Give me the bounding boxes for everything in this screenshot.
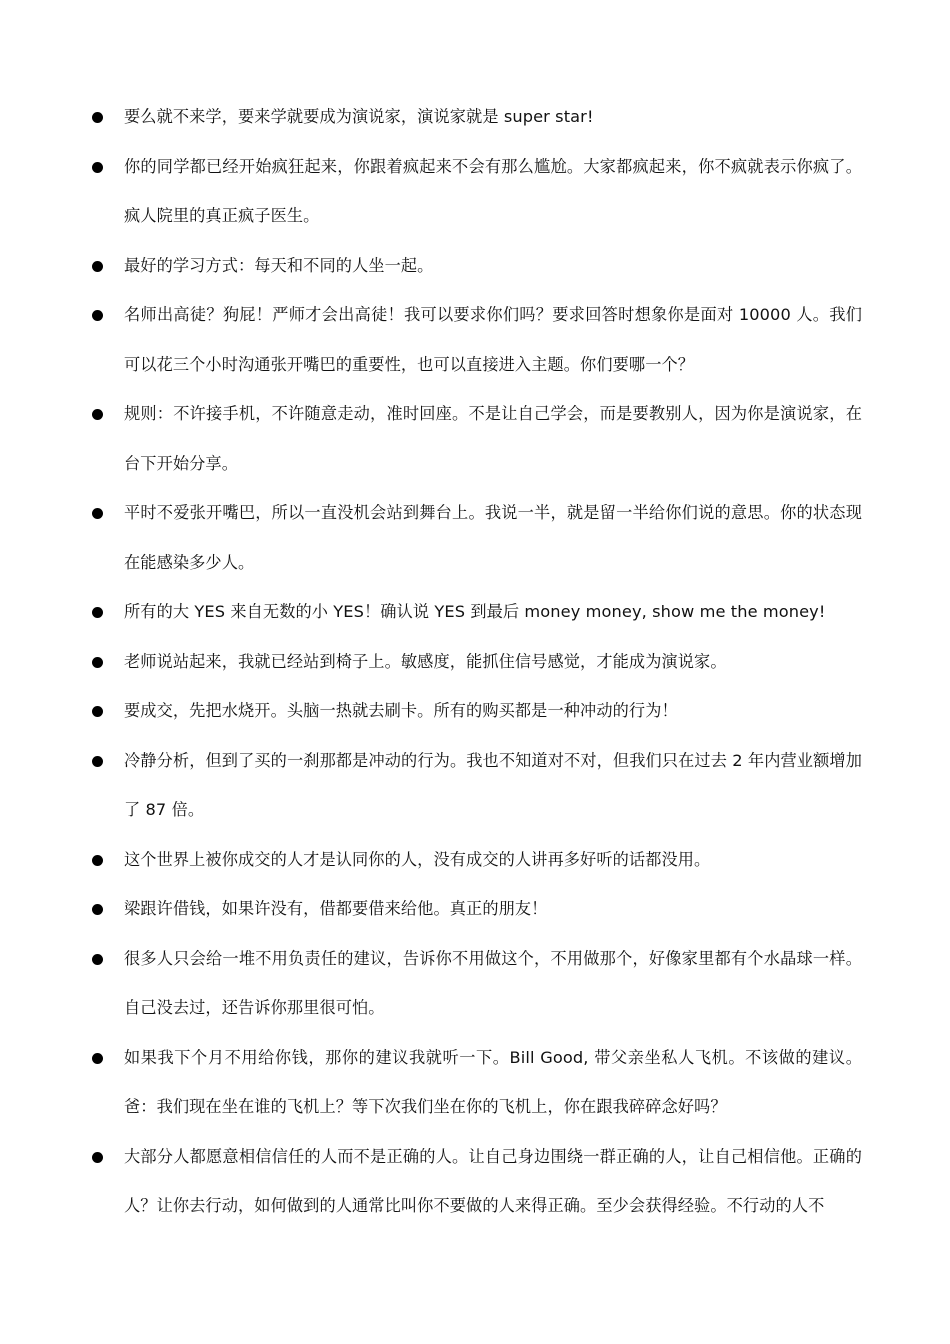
bullet-list xyxy=(0,92,950,1231)
list-item-text: 要么就不来学，要来学就要成为演说家，演说家就是 super star! xyxy=(124,107,594,126)
list-item-text: 老师说站起来，我就已经站到椅子上。敏感度，能抓住信号感觉，才能成为演说家。 xyxy=(124,651,727,671)
bullet-dot-icon xyxy=(92,954,103,965)
bullet-dot-icon xyxy=(92,756,103,767)
list-item-text: 所有的大 YES 来自无数的小 YES！确认说 YES 到最后 money money, show me the money! xyxy=(124,602,826,621)
bullet-dot-icon xyxy=(92,1152,103,1163)
list-item-text: 你的同学都已经开始疯狂起来，你跟着疯起来不会有那么尴尬。大家都疯起来，你不疯就表示你疯了。疯人院里的真正疯子医生。 xyxy=(124,156,862,225)
list-item xyxy=(0,884,950,934)
bullet-dot-icon xyxy=(92,508,103,519)
list-item-text: 平时不爱张开嘴巴，所以一直没机会站到舞台上。我说一半，就是留一半给你们说的意思。你的状态现在能感染多少人。 xyxy=(124,503,862,572)
list-item-text: 大部分人都愿意相信信任的人而不是正确的人。让自己身边围绕一群正确的人，让自己相信他。正确的人？让你去行动，如何做到的人通常比叫你不要做的人来得正确。至少会获得经验。不行动的人不 xyxy=(124,1146,862,1215)
list-item xyxy=(0,142,950,241)
list-item xyxy=(0,587,950,637)
list-item-text: 冷静分析，但到了买的一刹那都是冲动的行为。我也不知道对不对，但我们只在过去 2 年内营业额增加了 87 倍。 xyxy=(124,750,862,819)
bullet-dot-icon xyxy=(92,904,103,915)
list-item-text: 梁跟许借钱，如果许没有，借都要借来给他。真正的朋友！ xyxy=(124,899,548,918)
list-item xyxy=(0,241,950,291)
list-item-text: 最好的学习方式：每天和不同的人坐一起。 xyxy=(124,255,434,275)
list-item xyxy=(0,637,950,687)
bullet-dot-icon xyxy=(92,310,103,321)
bullet-dot-icon xyxy=(92,657,103,668)
list-item xyxy=(0,290,950,389)
bullet-dot-icon xyxy=(92,162,103,173)
bullet-dot-icon xyxy=(92,112,103,123)
bullet-dot-icon xyxy=(92,409,103,420)
list-item xyxy=(0,389,950,488)
list-item xyxy=(0,835,950,885)
list-item-text: 这个世界上被你成交的人才是认同你的人，没有成交的人讲再多好听的话都没用。 xyxy=(124,849,711,869)
list-item-text: 名师出高徒？狗屁！严师才会出高徒！我可以要求你们吗？要求回答时想象你是面对 10000 人。我们可以花三个小时沟通张开嘴巴的重要性，也可以直接进入主题。你们要哪一个？ xyxy=(124,305,862,374)
bullet-dot-icon xyxy=(92,607,103,618)
bullet-dot-icon xyxy=(92,706,103,717)
list-item-text: 很多人只会给一堆不用负责任的建议，告诉你不用做这个，不用做那个，好像家里都有个水晶球一样。自己没去过，还告诉你那里很可怕。 xyxy=(124,948,862,1017)
list-item xyxy=(0,736,950,835)
list-item xyxy=(0,488,950,587)
bullet-dot-icon xyxy=(92,261,103,272)
list-item xyxy=(0,92,950,142)
list-item-text: 要成交，先把水烧开。头脑一热就去刷卡。所有的购买都是一种冲动的行为！ xyxy=(124,701,678,720)
list-item xyxy=(0,1033,950,1132)
list-item xyxy=(0,1132,950,1231)
bullet-dot-icon xyxy=(92,1053,103,1064)
list-item-text: 规则：不许接手机，不许随意走动，准时回座。不是让自己学会，而是要教别人，因为你是演说家，在台下开始分享。 xyxy=(124,404,862,473)
bullet-dot-icon xyxy=(92,855,103,866)
list-item xyxy=(0,934,950,1033)
list-item-text: 如果我下个月不用给你钱，那你的建议我就听一下。Bill Good, 带父亲坐私人飞机。不该做的建议。爸：我们现在坐在谁的飞机上？等下次我们坐在你的飞机上，你在跟我碎碎念好吗？ xyxy=(124,1047,862,1116)
list-item xyxy=(0,686,950,736)
